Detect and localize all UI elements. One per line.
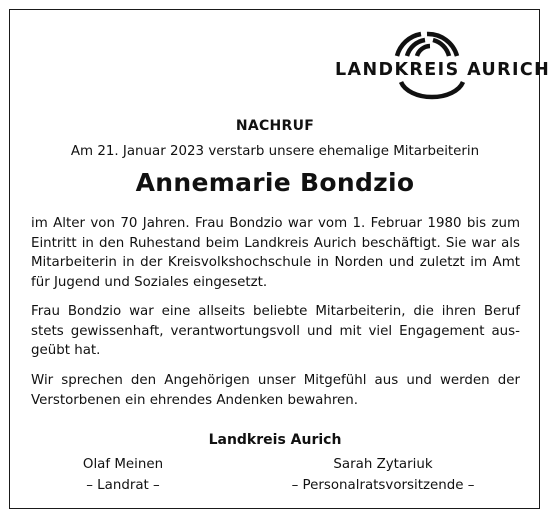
signatory-name-landrat: Olaf Meinen xyxy=(82,457,164,472)
intro-line: Am 21. Januar 2023 verstarb unsere ehemalige Mitarbeiterin xyxy=(70,144,480,159)
paragraph-career: im Alter von 70 Jahren. Frau Bondzio war vom 1. Februar 1980 bis zum Eintritt in den Ruhestand beim Landkreis Aurich beschäftigt. Sie war als Mitarbeiterin in der Kreisvolkshochschule in Norden und zuletzt im Amt für Jugend und Soziales eingesetzt. xyxy=(31,216,520,290)
notice-heading: NACHRUF xyxy=(235,118,315,134)
paragraph-appreciation: Frau Bondzio war eine allseits beliebte Mitarbeiterin, die ihren Beruf stets gewissenhaft, verantwortungsvoll und mit viel Engagement ausgeübt hat. xyxy=(31,304,520,359)
signatory-name-personalrat: Sarah Zytariuk xyxy=(333,457,433,472)
signatory-role-landrat: – Landrat – xyxy=(86,478,160,493)
landkreis-aurich-logo xyxy=(335,18,550,103)
paragraph-condolence: Wir sprechen den Angehörigen unser Mitgefühl aus und werden der Verstorbenen ein ehrendes Andenken bewahren. xyxy=(31,373,520,408)
signatory-role-personalrat: – Personalratsvorsitzende – xyxy=(291,478,475,493)
deceased-name: Annemarie Bondzio xyxy=(135,168,415,197)
logo-text: LANDKREIS AURICH xyxy=(335,60,550,80)
organization-name: Landkreis Aurich xyxy=(208,432,342,448)
